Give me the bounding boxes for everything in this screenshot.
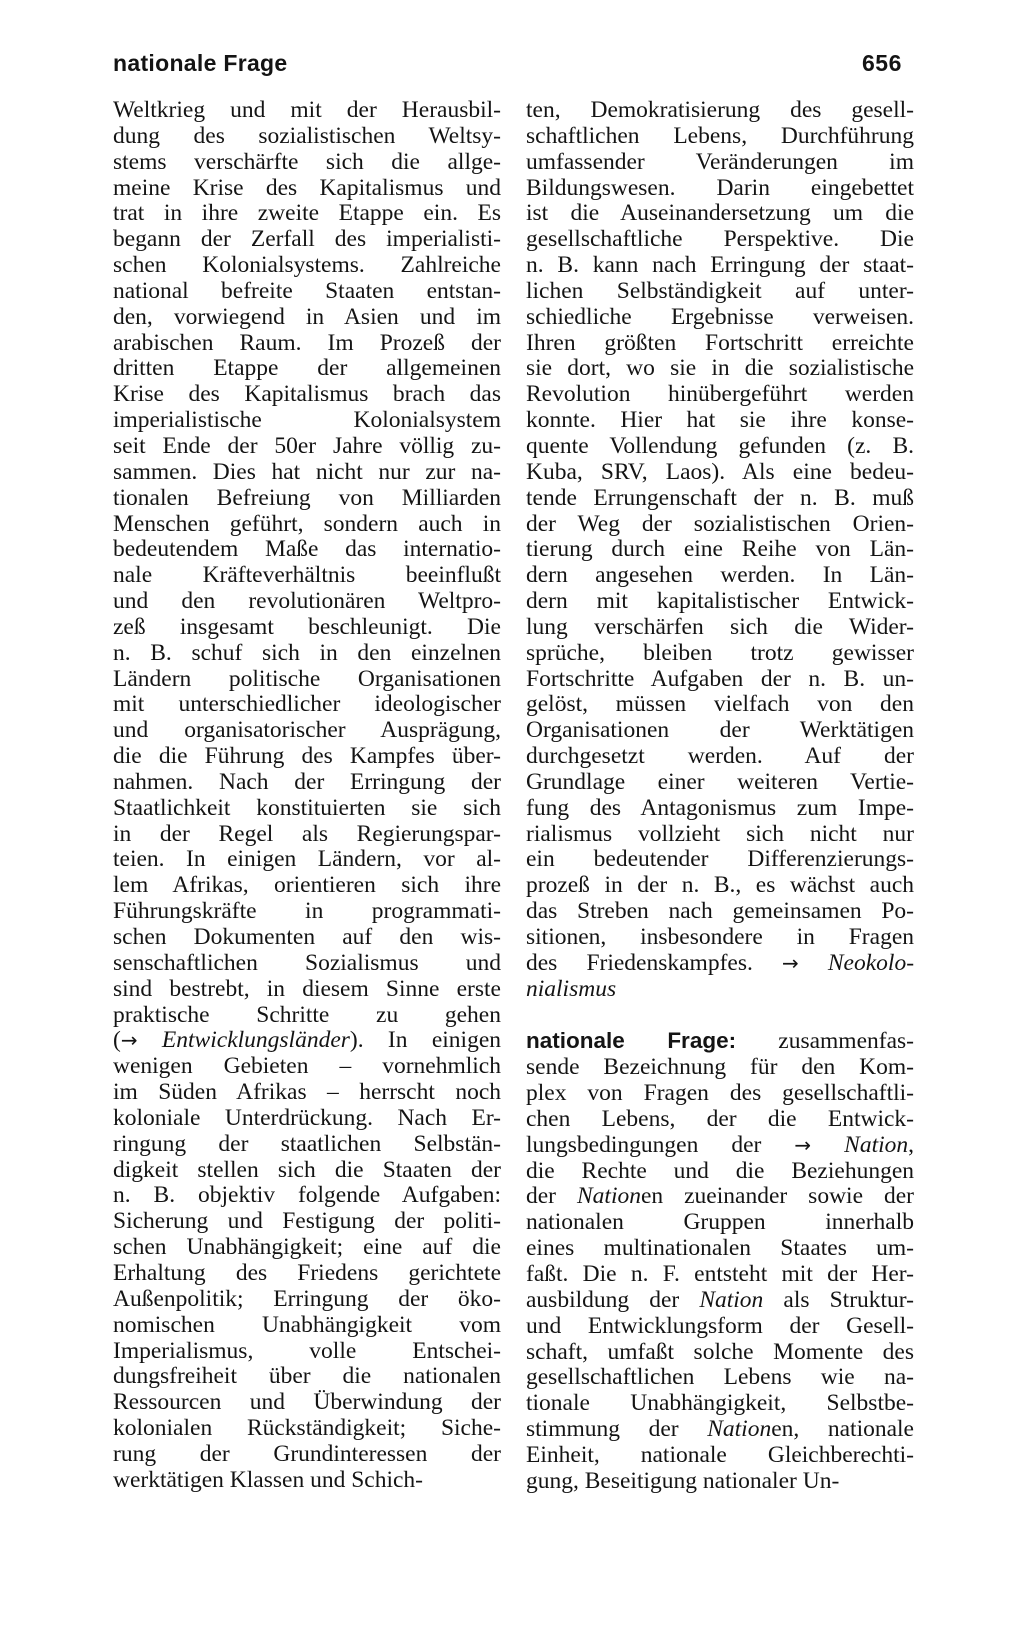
text-line: chen Lebens, der die Entwick-: [526, 1105, 914, 1132]
text-line: schen Unabhängigkeit; eine auf die: [113, 1234, 501, 1261]
paragraph-continuation: [526, 98, 914, 1003]
text-line: tierung durch eine Reihe von Län-: [526, 536, 914, 563]
text-line: plex von Fragen des gesellschaftli-: [526, 1080, 914, 1107]
text-line: die Rechte und die Beziehungen: [526, 1157, 914, 1184]
text-line: faßt. Die n. F. entsteht mit der Her-: [526, 1260, 914, 1287]
text-line: schaftlichen Lebens, Durchführung: [526, 122, 914, 149]
text-line: Imperialismus, volle Entschei-: [113, 1337, 501, 1364]
text-line: lem Afrikas, orientieren sich ihre: [113, 872, 501, 899]
page-header-title: nationale Frage: [113, 50, 288, 76]
text-line: und Entwicklungsform der Gesell-: [526, 1312, 914, 1339]
text-line: tende Errungenschaft der n. B. muß: [526, 484, 914, 511]
text-line: koloniale Unterdrückung. Nach Er-: [113, 1104, 501, 1131]
text-line: wenigen Gebieten – vornehmlich: [113, 1053, 501, 1080]
cross-reference-arrow: →: [120, 1028, 138, 1053]
text-line: begann der Zerfall des imperialisti-: [113, 226, 501, 253]
text-line: Staatlichkeit konstituierten sie sich: [113, 794, 501, 821]
text-line: gesellschaftlichen Lebens wie na-: [526, 1364, 914, 1391]
text-line: lung verschärfen sich die Wider-: [526, 613, 914, 640]
text-line: stems verschärfte sich die allge-: [113, 148, 501, 175]
text-line-rest: zusammenfas-: [778, 1028, 914, 1055]
text-line: ausbildung der Nation als Struktur-: [526, 1286, 914, 1313]
text-line: schaft, umfaßt solche Momente des: [526, 1338, 914, 1365]
cross-reference-arrow: →: [781, 950, 799, 975]
text-line: Revolution hinübergeführt werden: [526, 381, 914, 408]
text-line: arabischen Raum. Im Prozeß der: [113, 329, 501, 356]
text-line: Weltkrieg und mit der Herausbil-: [113, 97, 501, 123]
text-line: meine Krise des Kapitalismus und: [113, 174, 501, 201]
text-line: Ressourcen und Überwindung der: [113, 1389, 501, 1416]
text-line: in der Regel als Regierungspar-: [113, 820, 501, 847]
text-line: n. B. schuf sich in den einzelnen: [113, 639, 501, 666]
text-line: die die Führung des Kampfes über-: [113, 743, 501, 770]
text-line: Fortschritte Aufgaben der n. B. un-: [526, 665, 914, 692]
text-line: Krise des Kapitalismus brach das: [113, 381, 501, 408]
text-line: ist die Auseinandersetzung um die: [526, 200, 914, 227]
text-line: im Süden Afrikas – herrscht noch: [113, 1079, 501, 1106]
page-number: 656: [862, 50, 902, 76]
text-line: sprüche, bleiben trotz gewisser: [526, 639, 914, 666]
text-line: ten, Demokratisierung des gesell-: [526, 97, 914, 123]
text-line: Einheit, nationale Gleichberechti-: [526, 1441, 914, 1468]
cross-reference: Nation: [699, 1286, 764, 1313]
cross-reference: Neokolo-: [827, 949, 915, 976]
text-line: Erhaltung des Friedens gerichtete: [113, 1259, 501, 1286]
text-line: des Friedenskampfes. → Neokolo-: [526, 949, 915, 976]
text-line: tionalen Befreiung von Milliarden: [113, 484, 501, 511]
text-line: Ihren größten Fortschritt erreichte: [526, 329, 914, 356]
text-line: bedeutendem Maße das internatio-: [113, 536, 501, 563]
text-line: ringung der staatlichen Selbstän-: [113, 1130, 501, 1157]
text-line: (→ Entwicklungsländer). In einigen: [113, 1027, 501, 1054]
text-line: dung des sozialistischen Weltsy-: [113, 122, 501, 149]
text-line: durchgesetzt werden. Auf der: [526, 743, 914, 770]
text-line: dungsfreiheit über die nationalen: [113, 1363, 501, 1390]
cross-reference: Nation: [576, 1183, 641, 1210]
text-line: [526, 1028, 914, 1055]
text-line: seit Ende der 50er Jahre völlig zu-: [113, 432, 501, 459]
text-line: und den revolutionären Weltpro-: [113, 588, 501, 615]
right-column: [526, 98, 914, 1495]
text-line: gelöst, müssen vielfach von den: [526, 691, 914, 718]
text-line: Außenpolitik; Erringung der öko-: [113, 1285, 501, 1312]
cross-reference: Entwicklungsländer: [161, 1027, 350, 1054]
cross-reference: Nation: [707, 1416, 772, 1443]
text-line: sammen. Dies hat nicht nur zur na-: [113, 458, 501, 485]
text-line: lichen Selbständigkeit auf unter-: [526, 277, 914, 304]
text-line: Führungskräfte in programmati-: [113, 898, 501, 925]
text-line: schen Dokumenten auf den wis-: [113, 924, 501, 950]
text-line: umfassender Veränderungen im: [526, 148, 914, 175]
text-line: n. B. kann nach Erringung der staat-: [526, 252, 914, 279]
text-line: sende Bezeichnung für den Kom-: [526, 1054, 914, 1081]
text-line: nomischen Unabhängigkeit vom: [113, 1311, 501, 1338]
text-line: n. B. objektiv folgende Aufgaben:: [113, 1182, 501, 1209]
cross-reference-arrow: →: [794, 1132, 812, 1157]
text-line: senschaftlichen Sozialismus und: [113, 949, 501, 976]
text-line: stimmung der Nationen, nationale: [526, 1416, 914, 1443]
text-line: den, vorwiegend in Asien und im: [113, 303, 501, 330]
text-line: eines multinationalen Staates um-: [526, 1235, 914, 1262]
text-line: schiedliche Ergebnisse verweisen.: [526, 303, 914, 330]
text-line: nationalen Gruppen innerhalb: [526, 1209, 914, 1236]
cross-reference: Nation: [844, 1131, 909, 1158]
text-line: sie dort, wo sie in die sozialistische: [526, 355, 914, 382]
text-line: tionale Unabhängigkeit, Selbstbe-: [526, 1390, 914, 1417]
text-line: der Weg der sozialistischen Orien-: [526, 510, 914, 537]
left-column: [113, 98, 501, 1494]
text-line: ein bedeutender Differenzierungs-: [526, 846, 914, 873]
text-line: nahmen. Nach der Erringung der: [113, 768, 501, 795]
text-line: Bildungswesen. Darin eingebettet: [526, 174, 914, 201]
text-line: dern mit kapitalistischer Entwick-: [526, 588, 914, 615]
text-line: nale Kräfteverhältnis beeinflußt: [113, 562, 501, 589]
text-line: quente Vollendung gefunden (z. B.: [526, 432, 914, 459]
text-line: mit unterschiedlicher ideologischer: [113, 691, 501, 718]
text-line: sind bestrebt, in diesem Sinne erste: [113, 975, 501, 1002]
text-line: [526, 977, 914, 1003]
text-line: rialismus vollzieht sich nicht nur: [526, 820, 914, 847]
text-line: das Streben nach gemeinsamen Po-: [526, 898, 914, 925]
text-line: dern angesehen werden. In Län-: [526, 562, 914, 589]
text-line: prozeß in der n. B., es wächst auch: [526, 872, 914, 899]
text-line: Menschen geführt, sondern auch in: [113, 510, 501, 537]
text-line: der Nationen zueinander sowie der: [526, 1183, 914, 1210]
text-line: Ländern politische Organisationen: [113, 665, 501, 692]
text-line: teien. In einigen Ländern, vor al-: [113, 846, 501, 873]
text-line: gesellschaftliche Perspektive. Die: [526, 226, 914, 253]
entry-nationale-frage: [526, 1028, 914, 1494]
text-line: trat in ihre zweite Etappe ein. Es: [113, 200, 501, 227]
text-line: und organisatorischer Ausprägung,: [113, 717, 501, 744]
text-line: konnte. Hier hat sie ihre konse-: [526, 407, 914, 434]
entry-headword: nationale Frage:: [526, 1028, 737, 1054]
text-line: fung des Antagonismus zum Impe-: [526, 794, 914, 821]
text-line: Organisationen der Werktätigen: [526, 717, 914, 744]
text-line: schen Kolonialsystems. Zahlreiche: [113, 252, 501, 279]
text-line: dritten Etappe der allgemeinen: [113, 355, 501, 382]
text-line: werktätigen Klassen und Schich-: [113, 1466, 423, 1493]
text-line: Grundlage einer weiteren Vertie-: [526, 768, 914, 795]
text-line: sitionen, insbesondere in Fragen: [526, 924, 914, 950]
text-line: Sicherung und Festigung der politi-: [113, 1208, 501, 1235]
text-line: gung, Beseitigung nationaler Un-: [526, 1467, 840, 1494]
text-line: kolonialen Rückständigkeit; Siche-: [113, 1415, 501, 1442]
text-line: Kuba, SRV, Laos). Als eine bedeu-: [526, 458, 914, 485]
text-line: praktische Schritte zu gehen: [113, 1001, 501, 1028]
text-line: digkeit stellen sich die Staaten der: [113, 1156, 501, 1183]
text-line: national befreite Staaten entstan-: [113, 277, 501, 304]
cross-reference: nialismus: [526, 975, 617, 1002]
text-line: lungsbedingungen der → Nation,: [526, 1131, 914, 1158]
text-line: zeß insgesamt beschleunigt. Die: [113, 613, 501, 640]
text-line: rung der Grundinteressen der: [113, 1440, 501, 1467]
text-line: imperialistische Kolonialsystem: [113, 407, 501, 434]
